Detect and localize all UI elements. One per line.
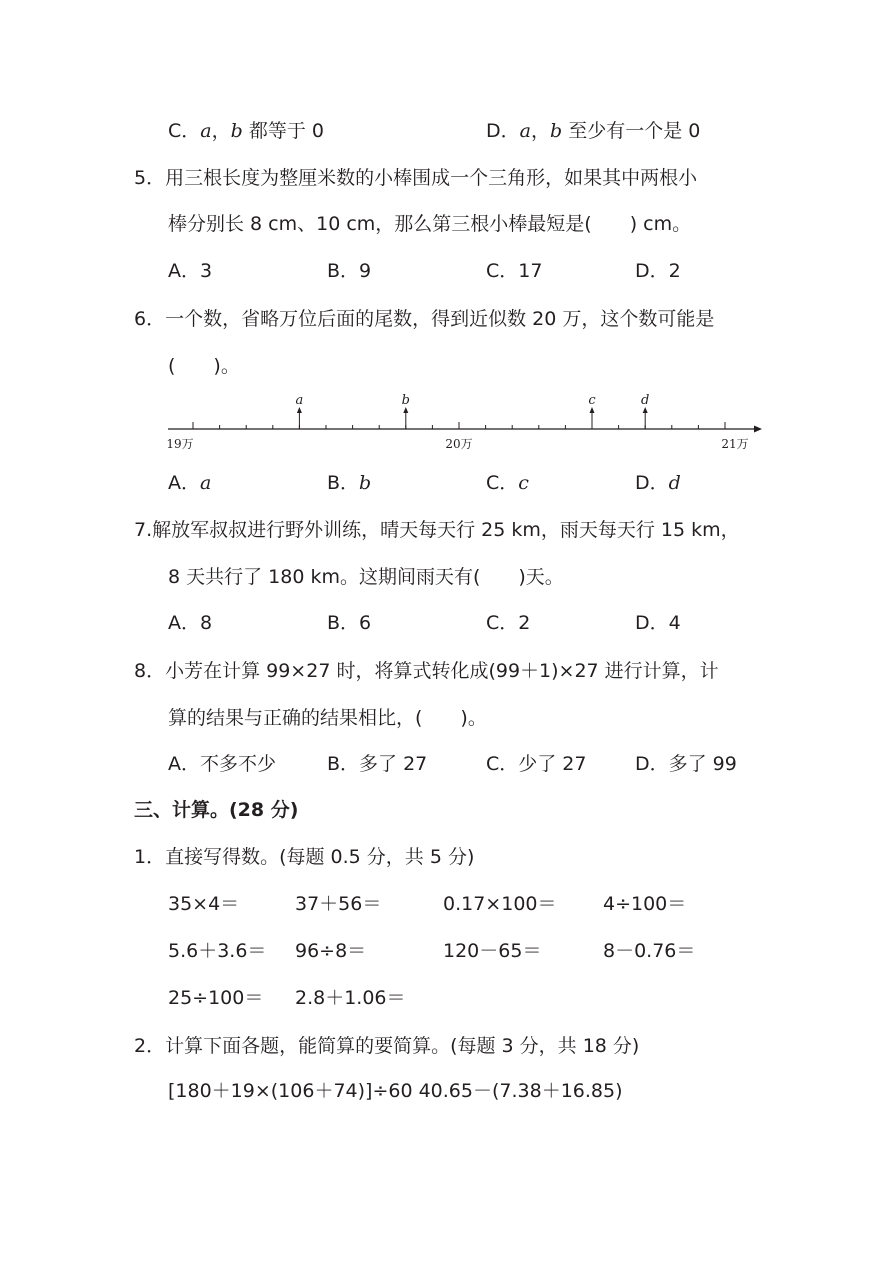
- s3q2-expressions: [180＋19×(106＋74)]÷60 40.65－(7.38＋16.85): [168, 1080, 623, 1102]
- q7-text-line-2: 8 天共行了 180 km。这期间雨天有( )天。: [168, 566, 564, 588]
- q6-option-b: B．b: [327, 472, 372, 494]
- q7-text-line-1: 7.解放军叔叔进行野外训练，晴天每天行 25 km，雨天每天行 15 km，: [134, 519, 740, 541]
- number-line-figure: [160, 388, 770, 460]
- q8-option-b: B．多了 27: [327, 753, 428, 775]
- q5-option-c: C．17: [486, 260, 543, 282]
- axis-arrowhead: [754, 426, 762, 433]
- calc-item: 120－65＝: [443, 940, 542, 962]
- calc-item: 0.17×100＝: [443, 893, 557, 915]
- calc-item: 4÷100＝: [603, 893, 687, 915]
- calc-item: 96÷8＝: [295, 940, 367, 962]
- section-3-title: 三、计算。(28 分): [134, 799, 299, 821]
- q6-text-line-1: 6．一个数，省略万位后面的尾数，得到近似数 20 万，这个数可能是: [134, 308, 715, 330]
- q4-option-c: C．a，b 都等于 0: [168, 120, 324, 142]
- calc-item: 5.6＋3.6＝: [168, 940, 267, 962]
- q8-option-d: D．多了 99: [635, 753, 737, 775]
- q8-text-line-1: 8．小芳在计算 99×27 时，将算式转化成(99＋1)×27 进行计算，计: [134, 660, 719, 682]
- number-line-points: [296, 393, 650, 429]
- q6-option-a: A．a: [168, 472, 212, 494]
- point-label: a: [295, 393, 304, 408]
- q7-option-d: D．4: [635, 612, 681, 634]
- q5-text-line-2: 棒分别长 8 cm、10 cm，那么第三根小棒最短是( ) cm。: [168, 213, 692, 235]
- tick-label-19wan: 19万: [166, 437, 194, 451]
- q5-text-line-1: 5．用三根长度为整厘米数的小棒围成一个三角形，如果其中两根小: [134, 167, 698, 189]
- q7-option-b: B．6: [327, 612, 372, 634]
- calc-item: 37＋56＝: [295, 893, 382, 915]
- calc-item: 25÷100＝: [168, 987, 264, 1009]
- point-label: d: [641, 393, 650, 408]
- q6-option-c: C．c: [486, 472, 529, 494]
- point-label: b: [401, 393, 410, 408]
- tick-label-21wan: 21万: [721, 437, 749, 451]
- point-label: c: [588, 393, 596, 408]
- q5-option-d: D．2: [635, 260, 681, 282]
- q7-option-c: C．2: [486, 612, 531, 634]
- number-line-axis: [168, 426, 762, 433]
- q7-option-a: A．8: [168, 612, 213, 634]
- s3q2-title: 2．计算下面各题，能简算的要简算。(每题 3 分，共 18 分): [134, 1035, 640, 1057]
- calc-item: 2.8＋1.06＝: [295, 987, 406, 1009]
- tick-label-20wan: 20万: [445, 437, 473, 451]
- q6-text-line-2: ( )。: [168, 355, 240, 377]
- q4-option-d: D．a，b 至少有一个是 0: [486, 120, 701, 142]
- q8-text-line-2: 算的结果与正确的结果相比，( )。: [168, 707, 487, 729]
- calc-item: 8－0.76＝: [603, 940, 696, 962]
- s3q1-title: 1．直接写得数。(每题 0.5 分，共 5 分): [134, 846, 475, 868]
- calc-item: 35×4＝: [168, 893, 240, 915]
- q5-option-b: B．9: [327, 260, 372, 282]
- q5-option-a: A．3: [168, 260, 213, 282]
- q6-option-d: D．d: [635, 472, 681, 494]
- q8-option-a: A．不多不少: [168, 753, 276, 775]
- q8-option-c: C．少了 27: [486, 753, 587, 775]
